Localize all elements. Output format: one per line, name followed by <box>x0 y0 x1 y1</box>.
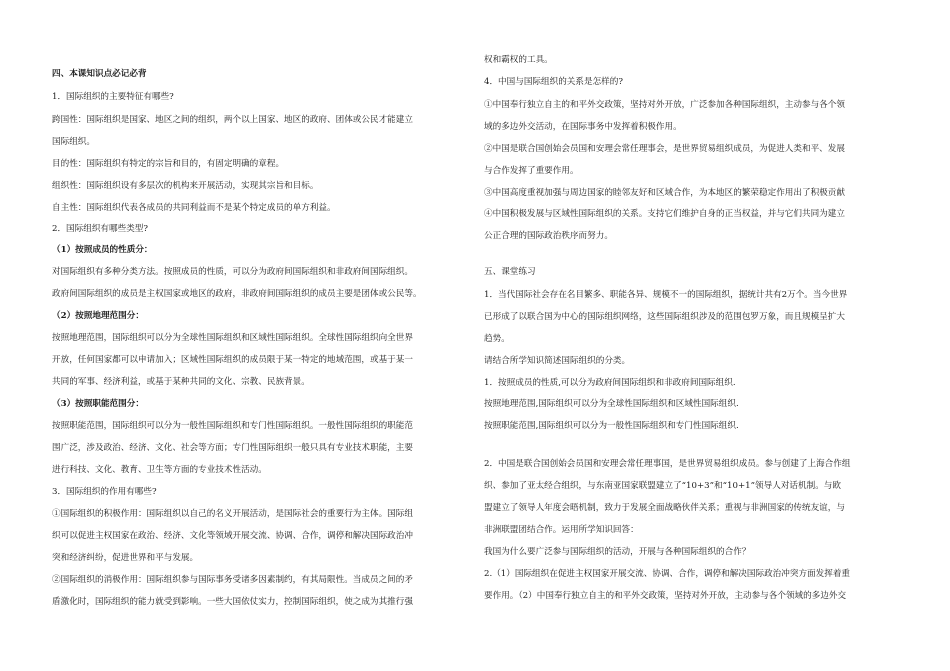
answer-line: 2.（1）国际组织在促进主权国家开展交流、协调、合作，调停和解决国际政治冲突方面发挥着重 <box>484 569 851 579</box>
text-line: ④中国积极发展与区域性国际组织的关系。支持它们维护自身的正当权益，并与它们共同为建立 <box>484 209 845 219</box>
text-line: 目的性：国际组织有特定的宗旨和目的，有固定明确的章程。 <box>52 159 285 169</box>
answer-line: 按照职能范围,国际组织可以分为一般性国际组织和专门性国际组织. <box>484 421 739 431</box>
text-line: 围广泛，涉及政治、经济、文化、社会等方面；专门性国际组织一般只具有专业技术职能，主要 <box>52 443 413 453</box>
text-line: 域的多边外交活动，在国际事务中发挥着积极作用。 <box>484 122 682 132</box>
text-line: 盟建立了领导人年度会晤机制，致力于发展全面战略伙伴关系；重视与非洲国家的传统友谊，与 <box>484 503 845 513</box>
subheading: （3）按照职能范围分： <box>52 399 144 409</box>
text-line: 共同的军事、经济利益，或基于某种共同的文化、宗教、民族背景。 <box>52 377 310 387</box>
text-line: ②中国是联合国创始会员国和安理会常任理事会，是世界贸易组织成员，为促进人类和平、发展 <box>484 144 845 154</box>
question-heading: 请结合所学知识简述国际组织的分类。 <box>484 356 631 366</box>
section-heading: 五、课堂练习 <box>484 267 536 277</box>
text-line: 与合作发挥了重要作用。 <box>484 166 579 176</box>
question-heading: 4．中国与国际组织的关系是怎样的? <box>484 77 623 87</box>
section-heading: 四、本课知识点必记必背 <box>52 69 147 79</box>
text-line: 政府间国际组织的成员是主权国家或地区的政府，非政府间国际组织的成员主要是团体或公民等。 <box>52 289 422 299</box>
text-line: ①中国奉行独立自主的和平外交政策，坚持对外开放，广泛参加各种国际组织，主动参与各个领 <box>484 100 845 110</box>
text-line: 非洲联盟团结合作。运用所学知识回答： <box>484 525 639 535</box>
text-line: 1．当代国际社会存在名目繁多、职能各异、规模不一的国际组织，据统计共有2万个。当今世界 <box>484 290 848 300</box>
text-line: 按照职能范围，国际组织可以分为一般性国际组织和专门性国际组织。一般性国际组织的职能范 <box>52 421 413 431</box>
text-line: 突和经济纠纷，促进世界和平与发展。 <box>52 553 199 563</box>
text-line: 公正合理的国际政治秩序而努力。 <box>484 231 613 241</box>
text-line: ③中国高度重视加强与周边国家的睦邻友好和区域合作，为本地区的繁荣稳定作用出了积极贡献 <box>484 188 845 198</box>
text-line: 自主性：国际组织代表各成员的共同利益而不是某个特定成员的单方利益。 <box>52 203 336 213</box>
text-line: ①国际组织的积极作用：国际组织以自己的名义开展活动，是国际社会的重要行为主体。国际组 <box>52 509 413 519</box>
text-line: 对国际组织有多种分类方法。按照成员的性质，可以分为政府间国际组织和非政府间国际组织。 <box>52 267 413 277</box>
subheading: （2）按照地理范围分： <box>52 311 144 321</box>
text-line: 按照地理范围，国际组织可以分为全球性国际组织和区域性国际组织。全球性国际组织向全世界 <box>52 333 413 343</box>
text-line: 开放，任何国家都可以申请加入；区域性国际组织的成员限于某一特定的地域范围，或基于某一 <box>52 355 413 365</box>
question-heading: 3．国际组织的作用有哪些? <box>52 487 157 497</box>
text-line: 织、参加了亚太经合组织，与东南亚国家联盟建立了“10+3”和“10+1”领导人对话机制。与欧 <box>484 481 841 491</box>
text-line: 已形成了以联合国为中心的国际组织网络，这些国际组织涉及的范围包罗万象，而且规模呈扩大 <box>484 312 845 322</box>
answer-line: 1．按照成员的性质,可以分为政府间国际组织和非政府间国际组织. <box>484 378 736 388</box>
text-line: 权和霸权的工具。 <box>484 55 553 65</box>
answer-line: 按照地理范围,国际组织可以分为全球性国际组织和区域性国际组织. <box>484 399 739 409</box>
text-line: 织可以促进主权国家在政治、经济、文化等领域开展交流、协调、合作，调停和解决国际政治冲 <box>52 531 413 541</box>
text-line: ②国际组织的消极作用：国际组织参与国际事务受诸多因素制约，有其局限性。当成员之间的矛 <box>52 575 413 585</box>
question-heading: 我国为什么要广泛参与国际组织的活动，开展与各种国际组织的合作？ <box>484 547 751 557</box>
question-heading: 2．国际组织有哪些类型? <box>52 224 149 234</box>
answer-line: 要作用。（2）中国奉行独立自主的和平外交政策，坚持对外开放，主动参与各个领域的多边外交 <box>484 591 847 601</box>
text-line: 跨国性：国际组织是国家、地区之间的组织，两个以上国家、地区的政府、团体或公民才能建立 <box>52 115 413 125</box>
question-heading: 1．国际组织的主要特征有哪些? <box>52 92 174 102</box>
subheading: （1）按照成员的性质分： <box>52 245 153 255</box>
text-line: 国际组织。 <box>52 137 95 147</box>
text-line: 组织性：国际组织设有多层次的机构来开展活动，实现其宗旨和目标。 <box>52 181 319 191</box>
text-line: 趋势。 <box>484 334 510 344</box>
text-line: 盾激化时，国际组织的能力就受到影响。一些大国依仗实力，控制国际组织，使之成为其推行强 <box>52 597 413 607</box>
text-line: 进行科技、文化、教育、卫生等方面的专业技术性活动。 <box>52 465 267 475</box>
text-line: 2．中国是联合国创始会员国和安理会常任理事国，是世界贸易组织成员。参与创建了上海合作组 <box>484 459 851 469</box>
